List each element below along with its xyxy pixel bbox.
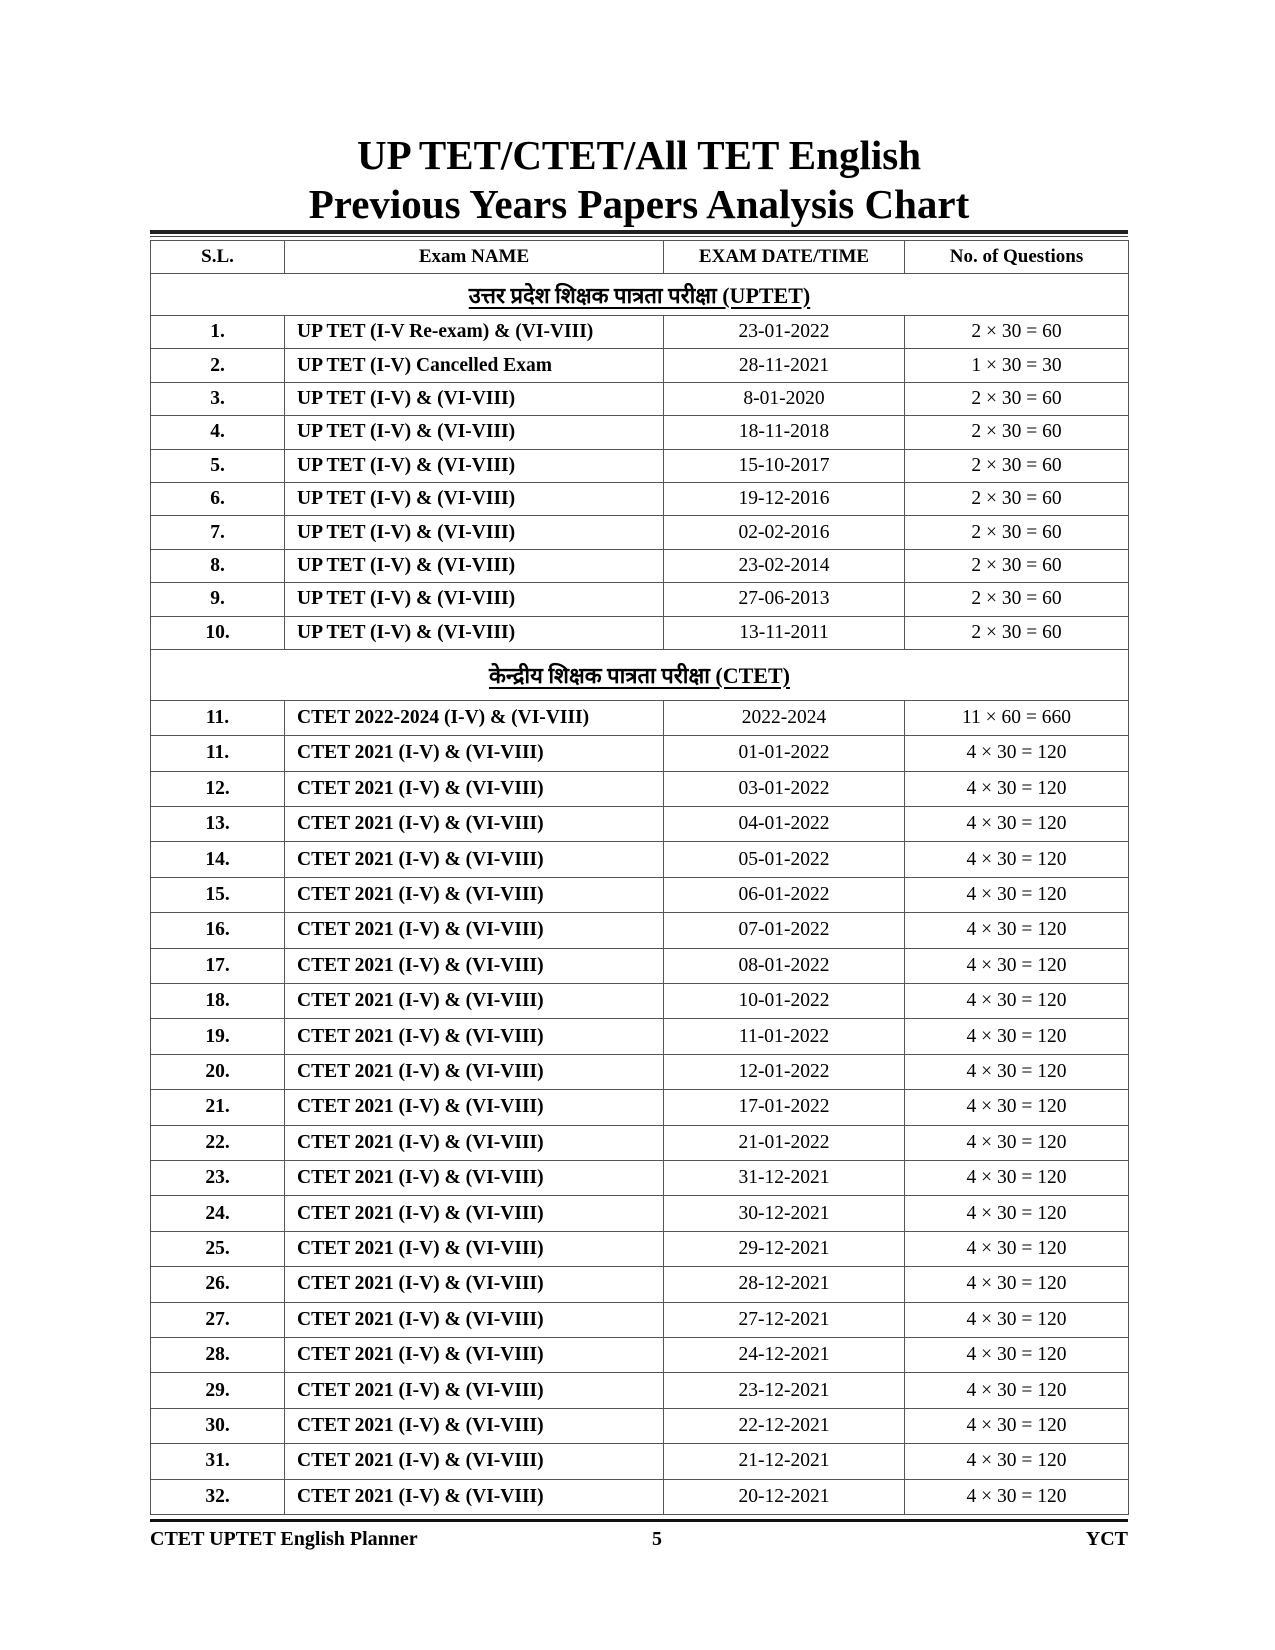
exam-name-cell: CTET 2021 (I-V) & (VI-VIII) <box>285 1019 664 1054</box>
table-row <box>151 807 1129 842</box>
exam-name-cell: CTET 2022-2024 (I-V) & (VI-VIII) <box>285 700 664 735</box>
table-row <box>151 771 1129 806</box>
exam-date-cell: 23-02-2014 <box>664 549 905 582</box>
serial-cell: 11. <box>151 700 285 735</box>
serial-cell: 25. <box>151 1231 285 1266</box>
exam-name-cell: CTET 2021 (I-V) & (VI-VIII) <box>285 1090 664 1125</box>
exam-name-cell: UP TET (I-V) Cancelled Exam <box>285 349 664 382</box>
exam-name-cell: UP TET (I-V) & (VI-VIII) <box>285 583 664 616</box>
questions-cell: 4 × 30 = 120 <box>905 1160 1129 1195</box>
questions-cell: 4 × 30 = 120 <box>905 1196 1129 1231</box>
exam-date-cell: 2022-2024 <box>664 700 905 735</box>
exam-date-cell: 23-01-2022 <box>664 316 905 349</box>
serial-cell: 24. <box>151 1196 285 1231</box>
questions-cell: 4 × 30 = 120 <box>905 984 1129 1019</box>
questions-cell: 2 × 30 = 60 <box>905 416 1129 449</box>
table-row <box>151 1196 1129 1231</box>
questions-cell: 2 × 30 = 60 <box>905 549 1129 582</box>
questions-cell: 4 × 30 = 120 <box>905 807 1129 842</box>
section-heading: केन्द्रीय शिक्षक पात्रता परीक्षा (CTET) <box>151 649 1129 700</box>
serial-cell: 30. <box>151 1408 285 1443</box>
serial-cell: 13. <box>151 807 285 842</box>
table-row <box>151 449 1129 482</box>
table-row <box>151 913 1129 948</box>
exam-date-cell: 22-12-2021 <box>664 1408 905 1443</box>
exam-name-cell: CTET 2021 (I-V) & (VI-VIII) <box>285 1337 664 1372</box>
exam-date-cell: 28-11-2021 <box>664 349 905 382</box>
footer-book-title: CTET UPTET English Planner <box>150 1528 418 1550</box>
exam-date-cell: 21-12-2021 <box>664 1444 905 1479</box>
serial-cell: 1. <box>151 316 285 349</box>
exam-name-cell: CTET 2021 (I-V) & (VI-VIII) <box>285 1054 664 1089</box>
questions-cell: 2 × 30 = 60 <box>905 382 1129 415</box>
table-row <box>151 736 1129 771</box>
table-row <box>151 1479 1129 1514</box>
serial-cell: 16. <box>151 913 285 948</box>
table-row <box>151 842 1129 877</box>
table-row <box>151 1054 1129 1089</box>
serial-cell: 9. <box>151 583 285 616</box>
serial-cell: 28. <box>151 1337 285 1372</box>
exam-date-cell: 21-01-2022 <box>664 1125 905 1160</box>
table-row <box>151 516 1129 549</box>
questions-cell: 4 × 30 = 120 <box>905 913 1129 948</box>
exam-date-cell: 03-01-2022 <box>664 771 905 806</box>
exam-date-cell: 18-11-2018 <box>664 416 905 449</box>
table-row <box>151 1125 1129 1160</box>
exam-name-cell: UP TET (I-V) & (VI-VIII) <box>285 482 664 515</box>
exam-name-cell: UP TET (I-V) & (VI-VIII) <box>285 616 664 649</box>
exam-date-cell: 11-01-2022 <box>664 1019 905 1054</box>
questions-cell: 4 × 30 = 120 <box>905 1231 1129 1266</box>
serial-cell: 17. <box>151 948 285 983</box>
table-row <box>151 316 1129 349</box>
questions-cell: 1 × 30 = 30 <box>905 349 1129 382</box>
table-row <box>151 1019 1129 1054</box>
questions-cell: 4 × 30 = 120 <box>905 1408 1129 1443</box>
footer-divider <box>150 1519 1128 1522</box>
exam-name-cell: CTET 2021 (I-V) & (VI-VIII) <box>285 771 664 806</box>
serial-cell: 12. <box>151 771 285 806</box>
table-row <box>151 948 1129 983</box>
page-title-line-1: UP TET/CTET/All TET English <box>356 132 921 178</box>
title-divider-thin <box>150 236 1128 237</box>
questions-cell: 4 × 30 = 120 <box>905 1444 1129 1479</box>
exam-date-cell: 12-01-2022 <box>664 1054 905 1089</box>
page-title-line-2: Previous Years Papers Analysis Chart <box>308 181 970 227</box>
questions-cell: 4 × 30 = 120 <box>905 877 1129 912</box>
header-questions: No. of Questions <box>905 241 1129 274</box>
header-exam-name: Exam NAME <box>285 241 664 274</box>
exam-date-cell: 05-01-2022 <box>664 842 905 877</box>
analysis-table <box>150 240 1129 1515</box>
table-row <box>151 700 1129 735</box>
serial-cell: 11. <box>151 736 285 771</box>
questions-cell: 4 × 30 = 120 <box>905 1125 1129 1160</box>
questions-cell: 4 × 30 = 120 <box>905 1337 1129 1372</box>
exam-name-cell: CTET 2021 (I-V) & (VI-VIII) <box>285 913 664 948</box>
exam-date-cell: 30-12-2021 <box>664 1196 905 1231</box>
section-heading: उत्तर प्रदेश शिक्षक पात्रता परीक्षा (UPTET) <box>151 274 1129 316</box>
table-row <box>151 1267 1129 1302</box>
exam-date-cell: 27-12-2021 <box>664 1302 905 1337</box>
serial-cell: 27. <box>151 1302 285 1337</box>
serial-cell: 20. <box>151 1054 285 1089</box>
serial-cell: 2. <box>151 349 285 382</box>
serial-cell: 10. <box>151 616 285 649</box>
exam-date-cell: 15-10-2017 <box>664 449 905 482</box>
table-row <box>151 1408 1129 1443</box>
exam-name-cell: CTET 2021 (I-V) & (VI-VIII) <box>285 1267 664 1302</box>
questions-cell: 2 × 30 = 60 <box>905 616 1129 649</box>
serial-cell: 23. <box>151 1160 285 1195</box>
exam-name-cell: CTET 2021 (I-V) & (VI-VIII) <box>285 1373 664 1408</box>
questions-cell: 4 × 30 = 120 <box>905 1302 1129 1337</box>
table-body <box>151 274 1129 1515</box>
serial-cell: 21. <box>151 1090 285 1125</box>
serial-cell: 32. <box>151 1479 285 1514</box>
section-heading-row <box>151 274 1129 316</box>
exam-date-cell: 13-11-2011 <box>664 616 905 649</box>
questions-cell: 4 × 30 = 120 <box>905 842 1129 877</box>
table-row <box>151 1090 1129 1125</box>
footer-page-number: 5 <box>652 1528 662 1550</box>
questions-cell: 2 × 30 = 60 <box>905 482 1129 515</box>
questions-cell: 4 × 30 = 120 <box>905 1090 1129 1125</box>
serial-cell: 31. <box>151 1444 285 1479</box>
header-sl: S.L. <box>151 241 285 274</box>
serial-cell: 29. <box>151 1373 285 1408</box>
questions-cell: 2 × 30 = 60 <box>905 583 1129 616</box>
exam-date-cell: 20-12-2021 <box>664 1479 905 1514</box>
table-row <box>151 1444 1129 1479</box>
table-row <box>151 1160 1129 1195</box>
header-exam-date: EXAM DATE/TIME <box>664 241 905 274</box>
serial-cell: 26. <box>151 1267 285 1302</box>
exam-date-cell: 27-06-2013 <box>664 583 905 616</box>
exam-date-cell: 01-01-2022 <box>664 736 905 771</box>
exam-name-cell: CTET 2021 (I-V) & (VI-VIII) <box>285 877 664 912</box>
exam-date-cell: 23-12-2021 <box>664 1373 905 1408</box>
exam-date-cell: 31-12-2021 <box>664 1160 905 1195</box>
exam-name-cell: CTET 2021 (I-V) & (VI-VIII) <box>285 1444 664 1479</box>
exam-name-cell: UP TET (I-V) & (VI-VIII) <box>285 516 664 549</box>
questions-cell: 4 × 30 = 120 <box>905 948 1129 983</box>
table-row <box>151 1337 1129 1372</box>
serial-cell: 18. <box>151 984 285 1019</box>
exam-name-cell: UP TET (I-V) & (VI-VIII) <box>285 416 664 449</box>
exam-date-cell: 06-01-2022 <box>664 877 905 912</box>
questions-cell: 4 × 30 = 120 <box>905 1373 1129 1408</box>
exam-date-cell: 07-01-2022 <box>664 913 905 948</box>
serial-cell: 15. <box>151 877 285 912</box>
serial-cell: 7. <box>151 516 285 549</box>
exam-name-cell: CTET 2021 (I-V) & (VI-VIII) <box>285 1196 664 1231</box>
exam-date-cell: 17-01-2022 <box>664 1090 905 1125</box>
serial-cell: 6. <box>151 482 285 515</box>
exam-date-cell: 24-12-2021 <box>664 1337 905 1372</box>
questions-cell: 2 × 30 = 60 <box>905 449 1129 482</box>
questions-cell: 4 × 30 = 120 <box>905 771 1129 806</box>
serial-cell: 3. <box>151 382 285 415</box>
exam-name-cell: CTET 2021 (I-V) & (VI-VIII) <box>285 1160 664 1195</box>
table-row <box>151 877 1129 912</box>
footer-publisher: YCT <box>1085 1528 1128 1550</box>
section-heading-row <box>151 649 1129 700</box>
table-row <box>151 1302 1129 1337</box>
exam-date-cell: 10-01-2022 <box>664 984 905 1019</box>
table-row <box>151 583 1129 616</box>
questions-cell: 11 × 60 = 660 <box>905 700 1129 735</box>
exam-date-cell: 29-12-2021 <box>664 1231 905 1266</box>
serial-cell: 22. <box>151 1125 285 1160</box>
exam-date-cell: 08-01-2022 <box>664 948 905 983</box>
table-row <box>151 549 1129 582</box>
serial-cell: 19. <box>151 1019 285 1054</box>
exam-name-cell: UP TET (I-V) & (VI-VIII) <box>285 449 664 482</box>
exam-date-cell: 02-02-2016 <box>664 516 905 549</box>
title-divider <box>150 230 1128 234</box>
exam-name-cell: CTET 2021 (I-V) & (VI-VIII) <box>285 984 664 1019</box>
exam-name-cell: UP TET (I-V) & (VI-VIII) <box>285 382 664 415</box>
table-row <box>151 416 1129 449</box>
questions-cell: 2 × 30 = 60 <box>905 516 1129 549</box>
exam-name-cell: UP TET (I-V) & (VI-VIII) <box>285 549 664 582</box>
serial-cell: 4. <box>151 416 285 449</box>
exam-name-cell: CTET 2021 (I-V) & (VI-VIII) <box>285 842 664 877</box>
exam-date-cell: 04-01-2022 <box>664 807 905 842</box>
questions-cell: 4 × 30 = 120 <box>905 1479 1129 1514</box>
table-row <box>151 1373 1129 1408</box>
exam-name-cell: CTET 2021 (I-V) & (VI-VIII) <box>285 736 664 771</box>
table-row <box>151 482 1129 515</box>
table-row <box>151 1231 1129 1266</box>
exam-date-cell: 19-12-2016 <box>664 482 905 515</box>
serial-cell: 5. <box>151 449 285 482</box>
exam-date-cell: 28-12-2021 <box>664 1267 905 1302</box>
table-header-row <box>151 241 1129 274</box>
serial-cell: 14. <box>151 842 285 877</box>
exam-name-cell: CTET 2021 (I-V) & (VI-VIII) <box>285 948 664 983</box>
exam-name-cell: CTET 2021 (I-V) & (VI-VIII) <box>285 1125 664 1160</box>
serial-cell: 8. <box>151 549 285 582</box>
exam-name-cell: CTET 2021 (I-V) & (VI-VIII) <box>285 1302 664 1337</box>
table-row <box>151 349 1129 382</box>
exam-name-cell: CTET 2021 (I-V) & (VI-VIII) <box>285 1408 664 1443</box>
exam-name-cell: UP TET (I-V Re-exam) & (VI-VIII) <box>285 316 664 349</box>
table-row <box>151 616 1129 649</box>
questions-cell: 4 × 30 = 120 <box>905 736 1129 771</box>
exam-name-cell: CTET 2021 (I-V) & (VI-VIII) <box>285 1231 664 1266</box>
questions-cell: 4 × 30 = 120 <box>905 1019 1129 1054</box>
table-row <box>151 382 1129 415</box>
questions-cell: 4 × 30 = 120 <box>905 1054 1129 1089</box>
exam-name-cell: CTET 2021 (I-V) & (VI-VIII) <box>285 807 664 842</box>
table-row <box>151 984 1129 1019</box>
questions-cell: 4 × 30 = 120 <box>905 1267 1129 1302</box>
exam-date-cell: 8-01-2020 <box>664 382 905 415</box>
exam-name-cell: CTET 2021 (I-V) & (VI-VIII) <box>285 1479 664 1514</box>
questions-cell: 2 × 30 = 60 <box>905 316 1129 349</box>
